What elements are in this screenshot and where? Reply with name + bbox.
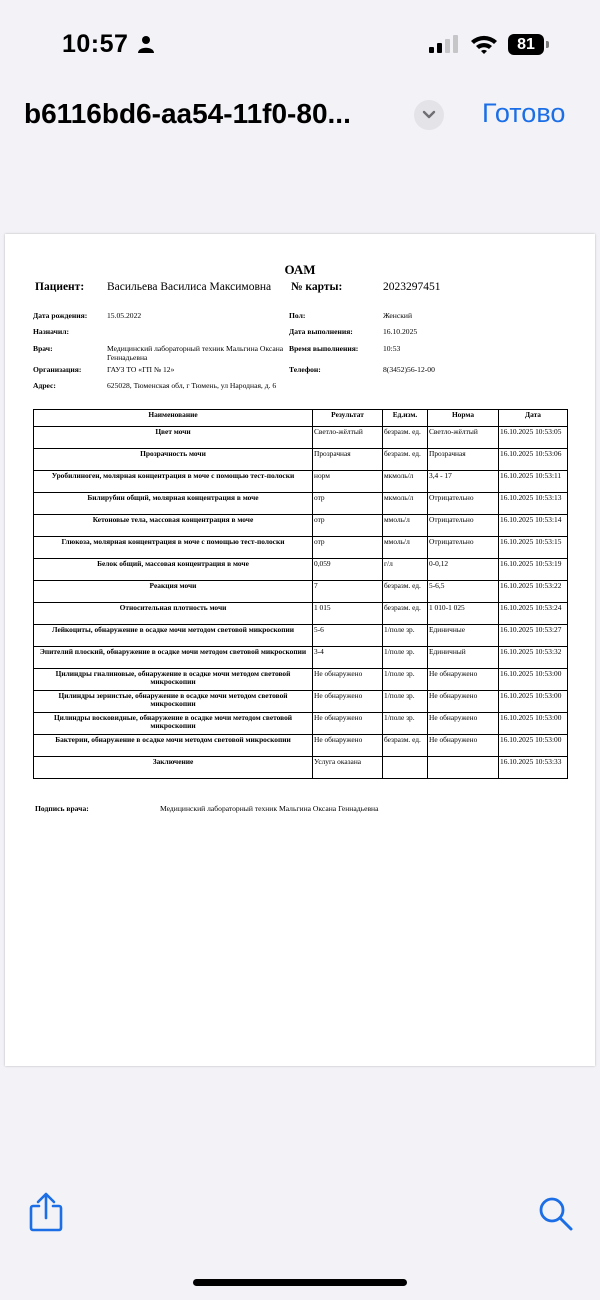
table-row [34,735,568,757]
cell-norm: Отрицательно [428,493,499,515]
cell-name: Реакция мочи [34,581,313,603]
cell-unit: безразм. ед. [383,449,428,471]
patient-name: Васильева Василиса Максимовна [107,281,272,293]
cell-name: Цилиндры зернистые, обнаружение в осадке мочи методом световой микроскопии [34,691,313,713]
results-table [33,409,568,779]
cell-date: 16.10.2025 10:53:32 [499,647,568,669]
phone-value: 8(3452)56-12-00 [383,365,435,374]
exec-date-value: 16.10.2025 [383,327,418,336]
cell-result: Не обнаружено [313,691,383,713]
assigned-label: Назначил: [33,327,70,336]
cell-result: 1 015 [313,603,383,625]
cell-date: 16.10.2025 10:53:22 [499,581,568,603]
done-button[interactable]: Готово [482,98,566,128]
cell-unit: 1/поле зр. [383,669,428,691]
cell-date: 16.10.2025 10:53:06 [499,449,568,471]
cell-name: Цилиндры восковидные, обнаружение в осадке мочи методом световой микроскопии [34,713,313,735]
cell-result: Не обнаружено [313,669,383,691]
cell-result: 3-4 [313,647,383,669]
cell-result: Светло-жёлтый [313,427,383,449]
column-header: Дата [499,410,568,427]
table-row [34,647,568,669]
table-row [34,713,568,735]
cell-name: Глюкоза, молярная концентрация в моче с помощью тест-полоски [34,537,313,559]
cell-date: 16.10.2025 10:53:05 [499,427,568,449]
cell-date: 16.10.2025 10:53:14 [499,515,568,537]
cellular-signal-icon [428,35,462,55]
doctor-value: Медицинский лабораторный техник Мальгина Оксана Геннадьевна [107,344,284,362]
cell-unit: безразм. ед. [383,581,428,603]
table-row [34,449,568,471]
cell-date: 16.10.2025 10:53:33 [499,757,568,779]
cell-result: 7 [313,581,383,603]
table-row [34,515,568,537]
table-row [34,603,568,625]
cell-norm: Отрицательно [428,515,499,537]
cell-norm: Не обнаружено [428,669,499,691]
cell-norm: Не обнаружено [428,735,499,757]
cell-result: 0,059 [313,559,383,581]
cell-result: 5-6 [313,625,383,647]
cell-date: 16.10.2025 10:53:13 [499,493,568,515]
cell-name: Цилиндры гиалиновые, обнаружение в осадке мочи методом световой микроскопии [34,669,313,691]
cell-name: Относительная плотность мочи [34,603,313,625]
cell-name: Бактерии, обнаружение в осадке мочи методом световой микроскопии [34,735,313,757]
cell-norm: 0-0,12 [428,559,499,581]
cell-unit: ммоль/л [383,515,428,537]
cell-norm: 5-6,5 [428,581,499,603]
cell-unit: 1/поле зр. [383,625,428,647]
birth-value: 15.05.2022 [107,311,142,320]
report-title: ОАМ [284,262,316,277]
sex-label: Пол: [289,311,306,320]
cell-unit: 1/поле зр. [383,647,428,669]
cell-date: 16.10.2025 10:53:00 [499,669,568,691]
status-time: 10:57 [62,30,129,58]
cell-result: Не обнаружено [313,713,383,735]
cell-result: Прозрачная [313,449,383,471]
table-row [34,427,568,449]
cell-result: отр [313,537,383,559]
cell-name: Кетоновые тела, массовая концентрация в моче [34,515,313,537]
cell-name: Прозрачность мочи [34,449,313,471]
cell-result: отр [313,515,383,537]
cell-unit: 1/поле зр. [383,713,428,735]
cell-name: Эпителий плоский, обнаружение в осадке мочи методом световой микроскопии [34,647,313,669]
org-value: ГАУЗ ТО «ГП № 12» [107,365,175,374]
share-icon[interactable] [28,1192,64,1232]
patient-label: Пациент: [35,281,85,293]
cell-unit: безразм. ед. [383,603,428,625]
chevron-down-icon [422,109,436,121]
title-menu-button[interactable] [414,100,444,130]
birth-label: Дата рождения: [33,311,88,320]
cell-date: 16.10.2025 10:53:11 [499,471,568,493]
table-row [34,625,568,647]
table-row [34,471,568,493]
table-row [34,691,568,713]
signature-label: Подпись врача: [35,804,89,813]
cell-unit: мкмоль/л [383,493,428,515]
table-row [34,669,568,691]
cell-name: Белок общий, массовая концентрация в моче [34,559,313,581]
search-icon[interactable] [538,1196,574,1232]
cell-date: 16.10.2025 10:53:00 [499,691,568,713]
cell-date: 16.10.2025 10:53:00 [499,713,568,735]
cell-date: 16.10.2025 10:53:27 [499,625,568,647]
cell-norm: Не обнаружено [428,713,499,735]
cell-date: 16.10.2025 10:53:19 [499,559,568,581]
cell-name: Заключение [34,757,313,779]
column-header: Наименование [34,410,313,427]
cell-result: Услуга оказана [313,757,383,779]
cell-norm: Единичные [428,625,499,647]
cell-name: Уробилиноген, молярная концентрация в моче с помощью тест-полоски [34,471,313,493]
cell-norm: Светло-жёлтый [428,427,499,449]
exec-time-label: Время выполнения: [289,344,359,353]
card-label: № карты: [291,281,343,293]
card-number: 2023297451 [383,281,441,293]
doctor-label: Врач: [33,344,53,353]
battery-indicator: 81 [508,34,544,55]
cell-unit: мкмоль/л [383,471,428,493]
table-row [34,537,568,559]
signature-value: Медицинский лабораторный техник Мальгина Оксана Геннадьевна [160,804,379,813]
cell-date: 16.10.2025 10:53:00 [499,735,568,757]
cell-norm: Прозрачная [428,449,499,471]
cell-result: отр [313,493,383,515]
cell-norm: Не обнаружено [428,691,499,713]
column-header: Результат [313,410,383,427]
exec-time-value: 10:53 [383,344,401,353]
sex-value: Женский [383,311,413,320]
document-page [5,234,595,1066]
cell-unit [383,757,428,779]
cell-norm: Единичный [428,647,499,669]
home-indicator [193,1279,407,1286]
table-row [34,581,568,603]
address-label: Адрес: [33,381,56,390]
table-row [34,559,568,581]
cell-name: Билирубин общий, молярная концентрация в моче [34,493,313,515]
document-title[interactable]: b6116bd6-aa54-11f0-80... [24,98,351,129]
cell-unit: ммоль/л [383,537,428,559]
cell-norm [428,757,499,779]
cell-result: норм [313,471,383,493]
cell-unit: безразм. ед. [383,735,428,757]
table-header-row [34,410,568,427]
status-bar [0,0,600,90]
org-label: Организация: [33,365,82,374]
cell-norm: Отрицательно [428,537,499,559]
cell-date: 16.10.2025 10:53:24 [499,603,568,625]
battery-cap [546,41,549,48]
cell-norm: 3,4 - 17 [428,471,499,493]
cell-norm: 1 010-1 025 [428,603,499,625]
table-row [34,493,568,515]
cell-result: Не обнаружено [313,735,383,757]
cell-unit: безразм. ед. [383,427,428,449]
cell-date: 16.10.2025 10:53:15 [499,537,568,559]
phone-label: Телефон: [289,365,321,374]
person-icon [137,35,155,53]
cell-name: Цвет мочи [34,427,313,449]
table-row [34,757,568,779]
column-header: Норма [428,410,499,427]
wifi-icon [470,33,498,55]
address-value: 625028, Тюменская обл, г Тюмень, ул Народная, д. 6 [107,381,277,390]
cell-name: Лейкоциты, обнаружение в осадке мочи методом световой микроскопии [34,625,313,647]
exec-date-label: Дата выполнения: [289,327,353,336]
cell-unit: 1/поле зр. [383,691,428,713]
column-header: Ед.изм. [383,410,428,427]
cell-unit: г/л [383,559,428,581]
